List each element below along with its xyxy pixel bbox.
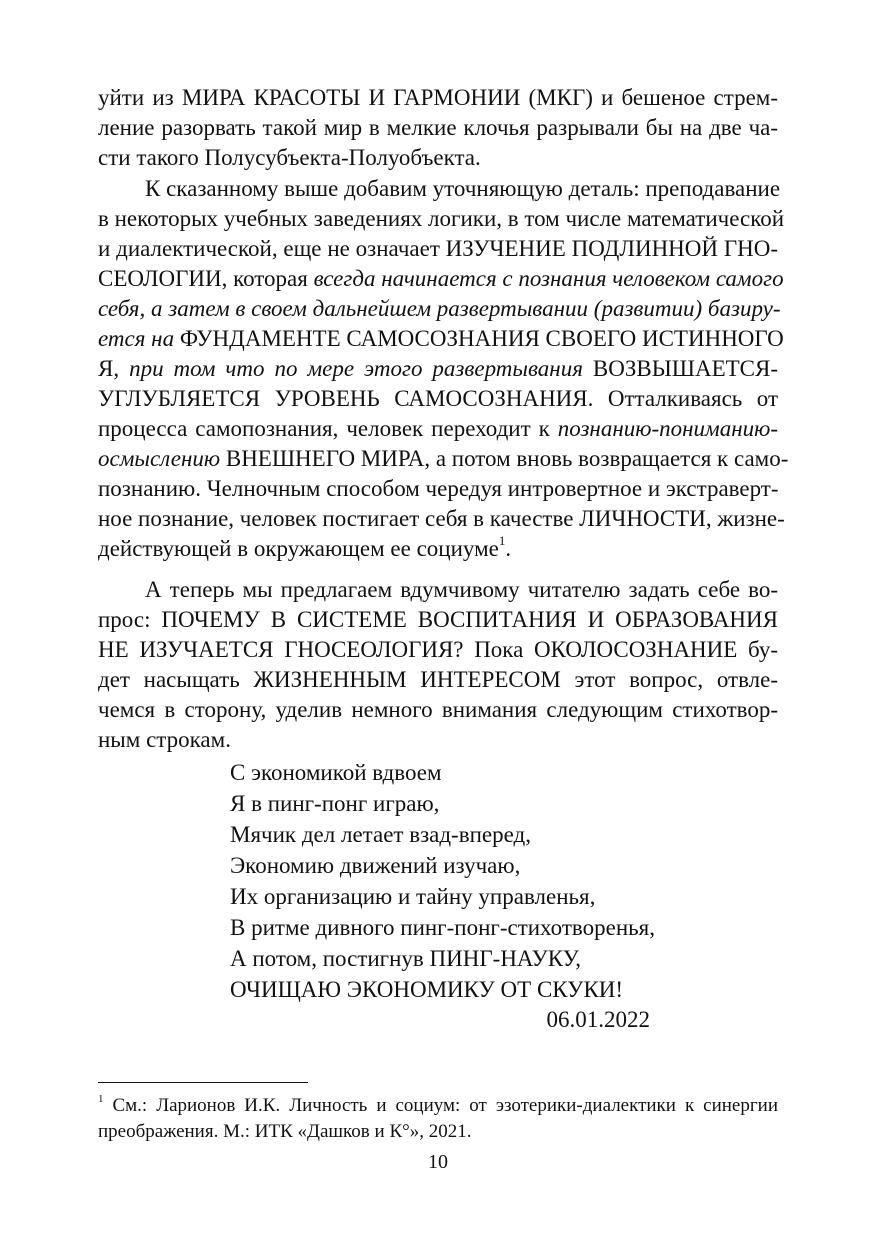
paragraph-first-line: К сказанному выше добавим уточняющую деталь: преподавание [145,176,781,201]
text-line: НЕ ИЗУЧАЕТСЯ ГНОСЕОЛОГИЯ? Пока ОКОЛОСОЗНАНИЕ бу- [98,637,778,662]
footnote-line: преображения. М.: ИТК «Дашков и К°», 2021. [98,1121,472,1142]
poem-line: Их организацию и тайну управленья, [230,884,596,909]
text-line [98,324,784,354]
text-line [98,264,784,294]
text-line: УГЛУБЛЯЕТСЯ УРОВЕНЬ САМОСОЗНАНИЯ. Отталкиваясь от [98,386,778,411]
poem-line: ОЧИЩАЮ ЭКОНОМИКУ ОТ СКУКИ! [230,977,624,1002]
paragraph-first-line: А теперь мы предлагаем вдумчивому читателю задать себе во- [145,577,778,602]
poem-line: В ритме дивного пинг-понг-стихотворенья, [230,915,655,940]
italic-run: осмыслению [98,446,221,471]
text-run: Я, [98,356,130,381]
poem-date: 06.01.2022 [546,1007,650,1032]
text-line [98,354,778,384]
text-run: СЕОЛОГИИ, которая [98,266,314,291]
text-line: познанию. Челночным способом чередуя интровертное и экстраверт- [98,476,779,501]
footnote-marker: 1 [98,1092,104,1105]
footnote-line [98,1094,778,1118]
italic-run: при том что по мере этого развертывания [129,356,583,381]
footnote-separator [98,1082,308,1083]
text-line: и диалектической, еще не означает ИЗУЧЕНИЕ ПОДЛИННОЙ ГНО- [98,236,778,261]
text-line: сти такого Полусубъекта-Полуобъекта. [98,145,481,170]
italic-run: всегда начинается с познания человеком самого [313,266,784,291]
poem-line: Мячик дел летает взад-вперед, [230,822,531,847]
text-line: уйти из МИРА КРАСОТЫ И ГАРМОНИИ (МКГ) и бешеное стрем- [98,85,778,110]
poem-line: Экономию движений изучаю, [230,853,521,878]
italic-run: себя, а затем в своем дальнейшем развертывании (развитии) базиру- [98,296,781,321]
text-run: . [505,536,512,561]
poem-line: Я в пинг-понг играю, [230,791,440,816]
italic-run: ется на [98,326,175,351]
text-run: ВНЕШНЕГО МИРА, а потом вновь возвращается к само- [220,446,789,471]
text-line: дет насыщать ЖИЗНЕННЫМ ИНТЕРЕСОМ этот вопрос, отвле- [98,667,778,692]
text-line: ление разорвать такой мир в мелкие клочья разрывали бы на две ча- [98,115,778,140]
page-number: 10 [428,1151,448,1173]
italic-run: познанию-пониманию- [557,416,778,441]
footnote-reference[interactable]: 1 [498,533,506,549]
text-line [98,534,778,564]
text-line: чемся в сторону, уделив немного внимания следующим стихотвор- [98,697,778,722]
text-run: действующей в окружающем ее социуме [98,536,499,561]
text-run: процесса самопознания, человек переходит к [98,416,558,441]
text-run: ВОЗВЫШАЕТСЯ- [582,356,779,381]
poem-line: А потом, постигнув ПИНГ-НАУКУ, [230,946,581,971]
text-line: в некоторых учебных заведениях логики, в том числе математической [98,206,785,231]
text-line: прос: ПОЧЕМУ В СИСТЕМЕ ВОСПИТАНИЯ И ОБРАЗОВАНИЯ [98,607,778,632]
text-line [98,444,789,474]
footnote-text: См.: Ларионов И.К. Личность и социум: от эзотерики-диалектики к синергии [103,1095,778,1116]
text-line: ным строкам. [98,727,231,752]
text-line [98,414,778,444]
text-line [98,294,781,324]
text-run: ФУНДАМЕНТЕ САМОСОЗНАНИЯ СВОЕГО ИСТИННОГО [174,326,784,351]
text-line: ное познание, человек постигает себя в качестве ЛИЧНОСТИ, жизне- [98,506,785,531]
poem-line: С экономикой вдвоем [230,760,442,785]
